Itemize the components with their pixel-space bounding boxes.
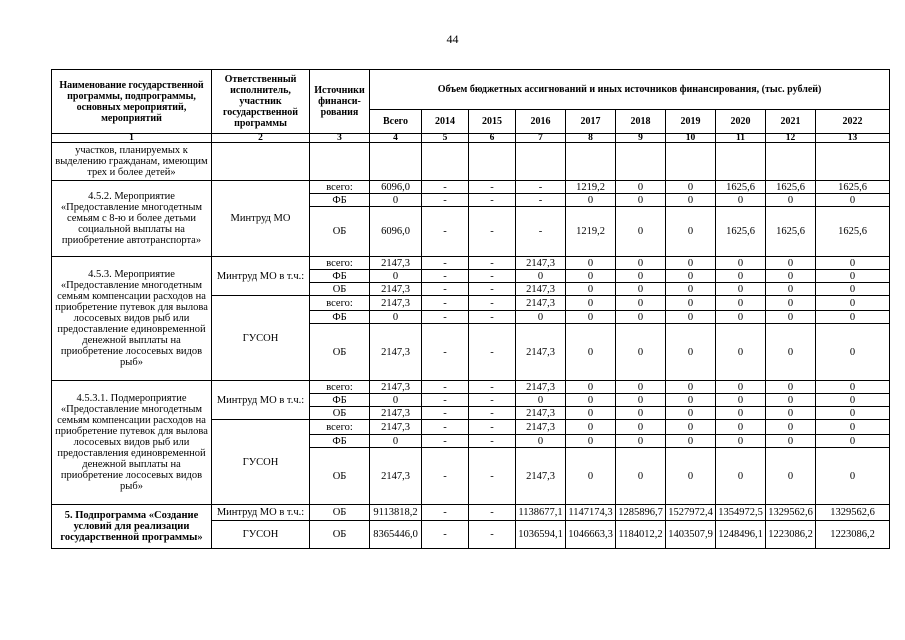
value-cell: 0 <box>616 311 666 324</box>
value-cell: - <box>469 181 516 194</box>
value-cell: - <box>469 324 516 381</box>
value-cell: 0 <box>616 407 666 420</box>
value-cell: - <box>422 194 469 207</box>
column-number: 9 <box>616 134 666 143</box>
source-cell: ОБ <box>310 505 370 521</box>
value-cell: 0 <box>666 181 716 194</box>
value-cell: 0 <box>766 296 816 311</box>
header-year: 2015 <box>469 110 516 134</box>
value-cell: 0 <box>816 435 890 448</box>
value-cell: - <box>516 181 566 194</box>
executor-cell: ГУСОН <box>212 296 310 381</box>
page-number: 44 <box>446 32 459 46</box>
column-number: 11 <box>716 134 766 143</box>
value-cell: 0 <box>666 448 716 505</box>
empty-cell <box>716 143 766 181</box>
value-cell: 0 <box>566 270 616 283</box>
value-cell: 0 <box>816 394 890 407</box>
table-row <box>52 505 890 521</box>
value-cell: 0 <box>766 420 816 435</box>
value-cell: - <box>422 324 469 381</box>
header-year: 2019 <box>666 110 716 134</box>
value-cell: 0 <box>370 435 422 448</box>
value-cell: 0 <box>766 324 816 381</box>
value-cell: 0 <box>766 194 816 207</box>
source-cell: ФБ <box>310 311 370 324</box>
column-number: 13 <box>816 134 890 143</box>
value-cell: 0 <box>816 407 890 420</box>
row-name: 4.5.3. Мероприятие «Предоставление многодетным семьям компенсации расходов на приобретение путевок для вылова лососевых видов рыб или предоставление единовременной денежной выплаты на приобретение лососевых видов рыб» <box>52 257 212 381</box>
value-cell: 0 <box>716 194 766 207</box>
source-cell: ФБ <box>310 270 370 283</box>
value-cell: 0 <box>516 311 566 324</box>
table-row <box>52 143 890 181</box>
value-cell: 0 <box>816 194 890 207</box>
value-cell: 2147,3 <box>516 420 566 435</box>
value-cell: 1625,6 <box>716 181 766 194</box>
value-cell: 0 <box>566 407 616 420</box>
value-cell: - <box>422 283 469 296</box>
value-cell: - <box>422 257 469 270</box>
value-cell: 1285896,7 <box>616 505 666 521</box>
value-cell: 1329562,6 <box>816 505 890 521</box>
value-cell: - <box>422 420 469 435</box>
empty-cell <box>566 143 616 181</box>
source-cell: всего: <box>310 296 370 311</box>
value-cell: 0 <box>566 381 616 394</box>
header-year: 2016 <box>516 110 566 134</box>
value-cell: 0 <box>766 407 816 420</box>
value-cell: - <box>422 381 469 394</box>
value-cell: 1223086,2 <box>816 521 890 549</box>
value-cell: 0 <box>566 448 616 505</box>
value-cell: 2147,3 <box>516 257 566 270</box>
value-cell: 1147174,3 <box>566 505 616 521</box>
value-cell: 0 <box>616 435 666 448</box>
value-cell: 0 <box>666 311 716 324</box>
value-cell: 0 <box>716 283 766 296</box>
value-cell: 0 <box>816 311 890 324</box>
value-cell: 1046663,3 <box>566 521 616 549</box>
source-cell: всего: <box>310 257 370 270</box>
value-cell: 0 <box>816 448 890 505</box>
column-number: 10 <box>666 134 716 143</box>
value-cell: 2147,3 <box>370 448 422 505</box>
empty-cell <box>310 143 370 181</box>
value-cell: 2147,3 <box>370 381 422 394</box>
source-cell: ФБ <box>310 435 370 448</box>
value-cell: 0 <box>616 420 666 435</box>
source-cell: ОБ <box>310 448 370 505</box>
value-cell: 1219,2 <box>566 181 616 194</box>
value-cell: 1184012,2 <box>616 521 666 549</box>
row-name: 4.5.2. Мероприятие «Предоставление многодетным семьям с 8-ю и более детьми социальной выплаты на приобретение автотранспорта» <box>52 181 212 257</box>
value-cell: 1219,2 <box>566 207 616 257</box>
value-cell: 0 <box>766 394 816 407</box>
value-cell: - <box>469 207 516 257</box>
header-executor: Ответственный исполнитель, участник государственной программы <box>212 70 310 134</box>
value-cell: 0 <box>616 283 666 296</box>
value-cell: 0 <box>716 270 766 283</box>
value-cell: - <box>469 270 516 283</box>
header-year: 2014 <box>422 110 469 134</box>
value-cell: 0 <box>766 448 816 505</box>
header-year: 2022 <box>816 110 890 134</box>
value-cell: 0 <box>616 394 666 407</box>
value-cell: 0 <box>716 407 766 420</box>
value-cell: 6096,0 <box>370 207 422 257</box>
value-cell: - <box>422 394 469 407</box>
value-cell: 0 <box>516 270 566 283</box>
empty-cell <box>816 143 890 181</box>
value-cell: 0 <box>370 311 422 324</box>
value-cell: 0 <box>666 207 716 257</box>
source-cell: ФБ <box>310 394 370 407</box>
value-cell: 0 <box>666 194 716 207</box>
value-cell: - <box>422 296 469 311</box>
header-year: 2020 <box>716 110 766 134</box>
value-cell: 0 <box>566 311 616 324</box>
value-cell: 0 <box>666 283 716 296</box>
value-cell: 0 <box>616 257 666 270</box>
value-cell: 1625,6 <box>766 207 816 257</box>
value-cell: 0 <box>766 381 816 394</box>
value-cell: 1527972,4 <box>666 505 716 521</box>
value-cell: 9113818,2 <box>370 505 422 521</box>
value-cell: 1223086,2 <box>766 521 816 549</box>
value-cell: 0 <box>766 435 816 448</box>
value-cell: 2147,3 <box>516 407 566 420</box>
value-cell: - <box>422 448 469 505</box>
value-cell: 1248496,1 <box>716 521 766 549</box>
value-cell: 0 <box>716 381 766 394</box>
source-cell: ОБ <box>310 521 370 549</box>
value-cell: - <box>422 181 469 194</box>
column-number: 1 <box>52 134 212 143</box>
source-cell: ОБ <box>310 283 370 296</box>
value-cell: 0 <box>616 296 666 311</box>
value-cell: 8365446,0 <box>370 521 422 549</box>
value-cell: - <box>422 407 469 420</box>
value-cell: 0 <box>566 296 616 311</box>
value-cell: 2147,3 <box>370 407 422 420</box>
value-cell: 0 <box>566 435 616 448</box>
row-name: участков, планируемых к выделению гражданам, имеющим трех и более детей» <box>52 143 212 181</box>
source-cell: ОБ <box>310 324 370 381</box>
value-cell: 1329562,6 <box>766 505 816 521</box>
value-cell: - <box>469 435 516 448</box>
table-row <box>52 257 890 270</box>
value-cell: 2147,3 <box>516 324 566 381</box>
empty-cell <box>516 143 566 181</box>
value-cell: 1625,6 <box>816 207 890 257</box>
header-year: Всего <box>370 110 422 134</box>
header-source: Источники финанси-рования <box>310 70 370 134</box>
value-cell: 2147,3 <box>516 448 566 505</box>
value-cell: 2147,3 <box>370 283 422 296</box>
value-cell: - <box>422 207 469 257</box>
table-row <box>52 181 890 194</box>
column-number: 5 <box>422 134 469 143</box>
value-cell: 0 <box>716 311 766 324</box>
column-number: 4 <box>370 134 422 143</box>
value-cell: 1625,6 <box>766 181 816 194</box>
header-volume: Объем бюджетных ассигнований и иных источников финансирования, (тыс. рублей) <box>370 70 890 110</box>
value-cell: 0 <box>566 257 616 270</box>
value-cell: 0 <box>766 270 816 283</box>
value-cell: 0 <box>566 394 616 407</box>
value-cell: 0 <box>816 381 890 394</box>
column-number: 6 <box>469 134 516 143</box>
value-cell: 0 <box>816 420 890 435</box>
value-cell: 0 <box>716 296 766 311</box>
value-cell: 0 <box>370 270 422 283</box>
value-cell: 2147,3 <box>370 296 422 311</box>
executor-cell: ГУСОН <box>212 420 310 505</box>
value-cell: 0 <box>716 324 766 381</box>
value-cell: - <box>422 521 469 549</box>
value-cell: 0 <box>666 324 716 381</box>
value-cell: 0 <box>616 207 666 257</box>
value-cell: 0 <box>616 181 666 194</box>
column-number: 3 <box>310 134 370 143</box>
value-cell: 0 <box>716 394 766 407</box>
value-cell: 0 <box>666 257 716 270</box>
value-cell: 2147,3 <box>370 324 422 381</box>
header-year: 2018 <box>616 110 666 134</box>
value-cell: 0 <box>370 394 422 407</box>
executor-cell: Минтруд МО в т.ч.: <box>212 381 310 420</box>
budget-table <box>51 69 890 549</box>
value-cell: - <box>516 194 566 207</box>
value-cell: 0 <box>666 381 716 394</box>
value-cell: 0 <box>616 381 666 394</box>
row-name: 5. Подпрограмма «Создание условий для реализации государственной программы» <box>52 505 212 549</box>
column-number: 12 <box>766 134 816 143</box>
value-cell: - <box>469 407 516 420</box>
value-cell: - <box>422 270 469 283</box>
value-cell: 0 <box>516 435 566 448</box>
value-cell: 0 <box>766 283 816 296</box>
value-cell: 0 <box>816 257 890 270</box>
value-cell: - <box>469 194 516 207</box>
value-cell: 0 <box>616 270 666 283</box>
value-cell: 1403507,9 <box>666 521 716 549</box>
value-cell: - <box>469 283 516 296</box>
value-cell: 1138677,1 <box>516 505 566 521</box>
value-cell: - <box>469 394 516 407</box>
value-cell: - <box>469 420 516 435</box>
value-cell: - <box>422 505 469 521</box>
empty-cell <box>422 143 469 181</box>
empty-cell <box>212 143 310 181</box>
column-number: 2 <box>212 134 310 143</box>
value-cell: 0 <box>666 407 716 420</box>
value-cell: 0 <box>666 296 716 311</box>
value-cell: 0 <box>616 194 666 207</box>
source-cell: всего: <box>310 381 370 394</box>
value-cell: 0 <box>566 324 616 381</box>
value-cell: 1036594,1 <box>516 521 566 549</box>
header-name: Наименование государственной программы, подпрограммы, основных мероприятий, мероприятий <box>52 70 212 134</box>
source-cell: ФБ <box>310 194 370 207</box>
value-cell: 2147,3 <box>516 283 566 296</box>
header-year: 2021 <box>766 110 816 134</box>
empty-cell <box>469 143 516 181</box>
value-cell: 0 <box>816 324 890 381</box>
column-number: 7 <box>516 134 566 143</box>
executor-cell: Минтруд МО в т.ч.: <box>212 505 310 521</box>
value-cell: 2147,3 <box>516 296 566 311</box>
value-cell: 0 <box>666 435 716 448</box>
value-cell: 0 <box>616 324 666 381</box>
value-cell: 1354972,5 <box>716 505 766 521</box>
value-cell: 0 <box>566 420 616 435</box>
value-cell: - <box>422 435 469 448</box>
value-cell: 0 <box>766 311 816 324</box>
value-cell: - <box>469 296 516 311</box>
executor-cell: Минтруд МО в т.ч.: <box>212 257 310 296</box>
executor-cell: ГУСОН <box>212 521 310 549</box>
table-row <box>52 381 890 394</box>
value-cell: 0 <box>666 420 716 435</box>
value-cell: 0 <box>566 194 616 207</box>
value-cell: 0 <box>816 283 890 296</box>
empty-cell <box>616 143 666 181</box>
source-cell: ОБ <box>310 207 370 257</box>
value-cell: 0 <box>716 448 766 505</box>
value-cell: 0 <box>666 270 716 283</box>
source-cell: всего: <box>310 420 370 435</box>
value-cell: - <box>469 381 516 394</box>
value-cell: - <box>516 207 566 257</box>
executor-cell: Минтруд МО <box>212 181 310 257</box>
value-cell: - <box>469 311 516 324</box>
source-cell: ОБ <box>310 407 370 420</box>
value-cell: 2147,3 <box>370 420 422 435</box>
value-cell: 0 <box>716 257 766 270</box>
empty-cell <box>766 143 816 181</box>
value-cell: 0 <box>766 257 816 270</box>
row-name: 4.5.3.1. Подмероприятие «Предоставление многодетным семьям компенсации расходов на приобретение путевок для вылова лососевых видов рыб или предоставления единовременной денежной выплаты на приобретение лососевых видов рыб» <box>52 381 212 505</box>
value-cell: 6096,0 <box>370 181 422 194</box>
value-cell: 0 <box>516 394 566 407</box>
value-cell: 0 <box>716 435 766 448</box>
header-year: 2017 <box>566 110 616 134</box>
value-cell: 1625,6 <box>816 181 890 194</box>
value-cell: 1625,6 <box>716 207 766 257</box>
value-cell: 0 <box>370 194 422 207</box>
value-cell: 0 <box>566 283 616 296</box>
value-cell: - <box>422 311 469 324</box>
value-cell: 0 <box>616 448 666 505</box>
value-cell: - <box>469 448 516 505</box>
value-cell: 2147,3 <box>516 381 566 394</box>
value-cell: 0 <box>716 420 766 435</box>
source-cell: всего: <box>310 181 370 194</box>
value-cell: 0 <box>816 296 890 311</box>
column-number: 8 <box>566 134 616 143</box>
value-cell: 0 <box>666 394 716 407</box>
value-cell: - <box>469 521 516 549</box>
value-cell: - <box>469 257 516 270</box>
empty-cell <box>666 143 716 181</box>
value-cell: - <box>469 505 516 521</box>
value-cell: 2147,3 <box>370 257 422 270</box>
empty-cell <box>370 143 422 181</box>
value-cell: 0 <box>816 270 890 283</box>
